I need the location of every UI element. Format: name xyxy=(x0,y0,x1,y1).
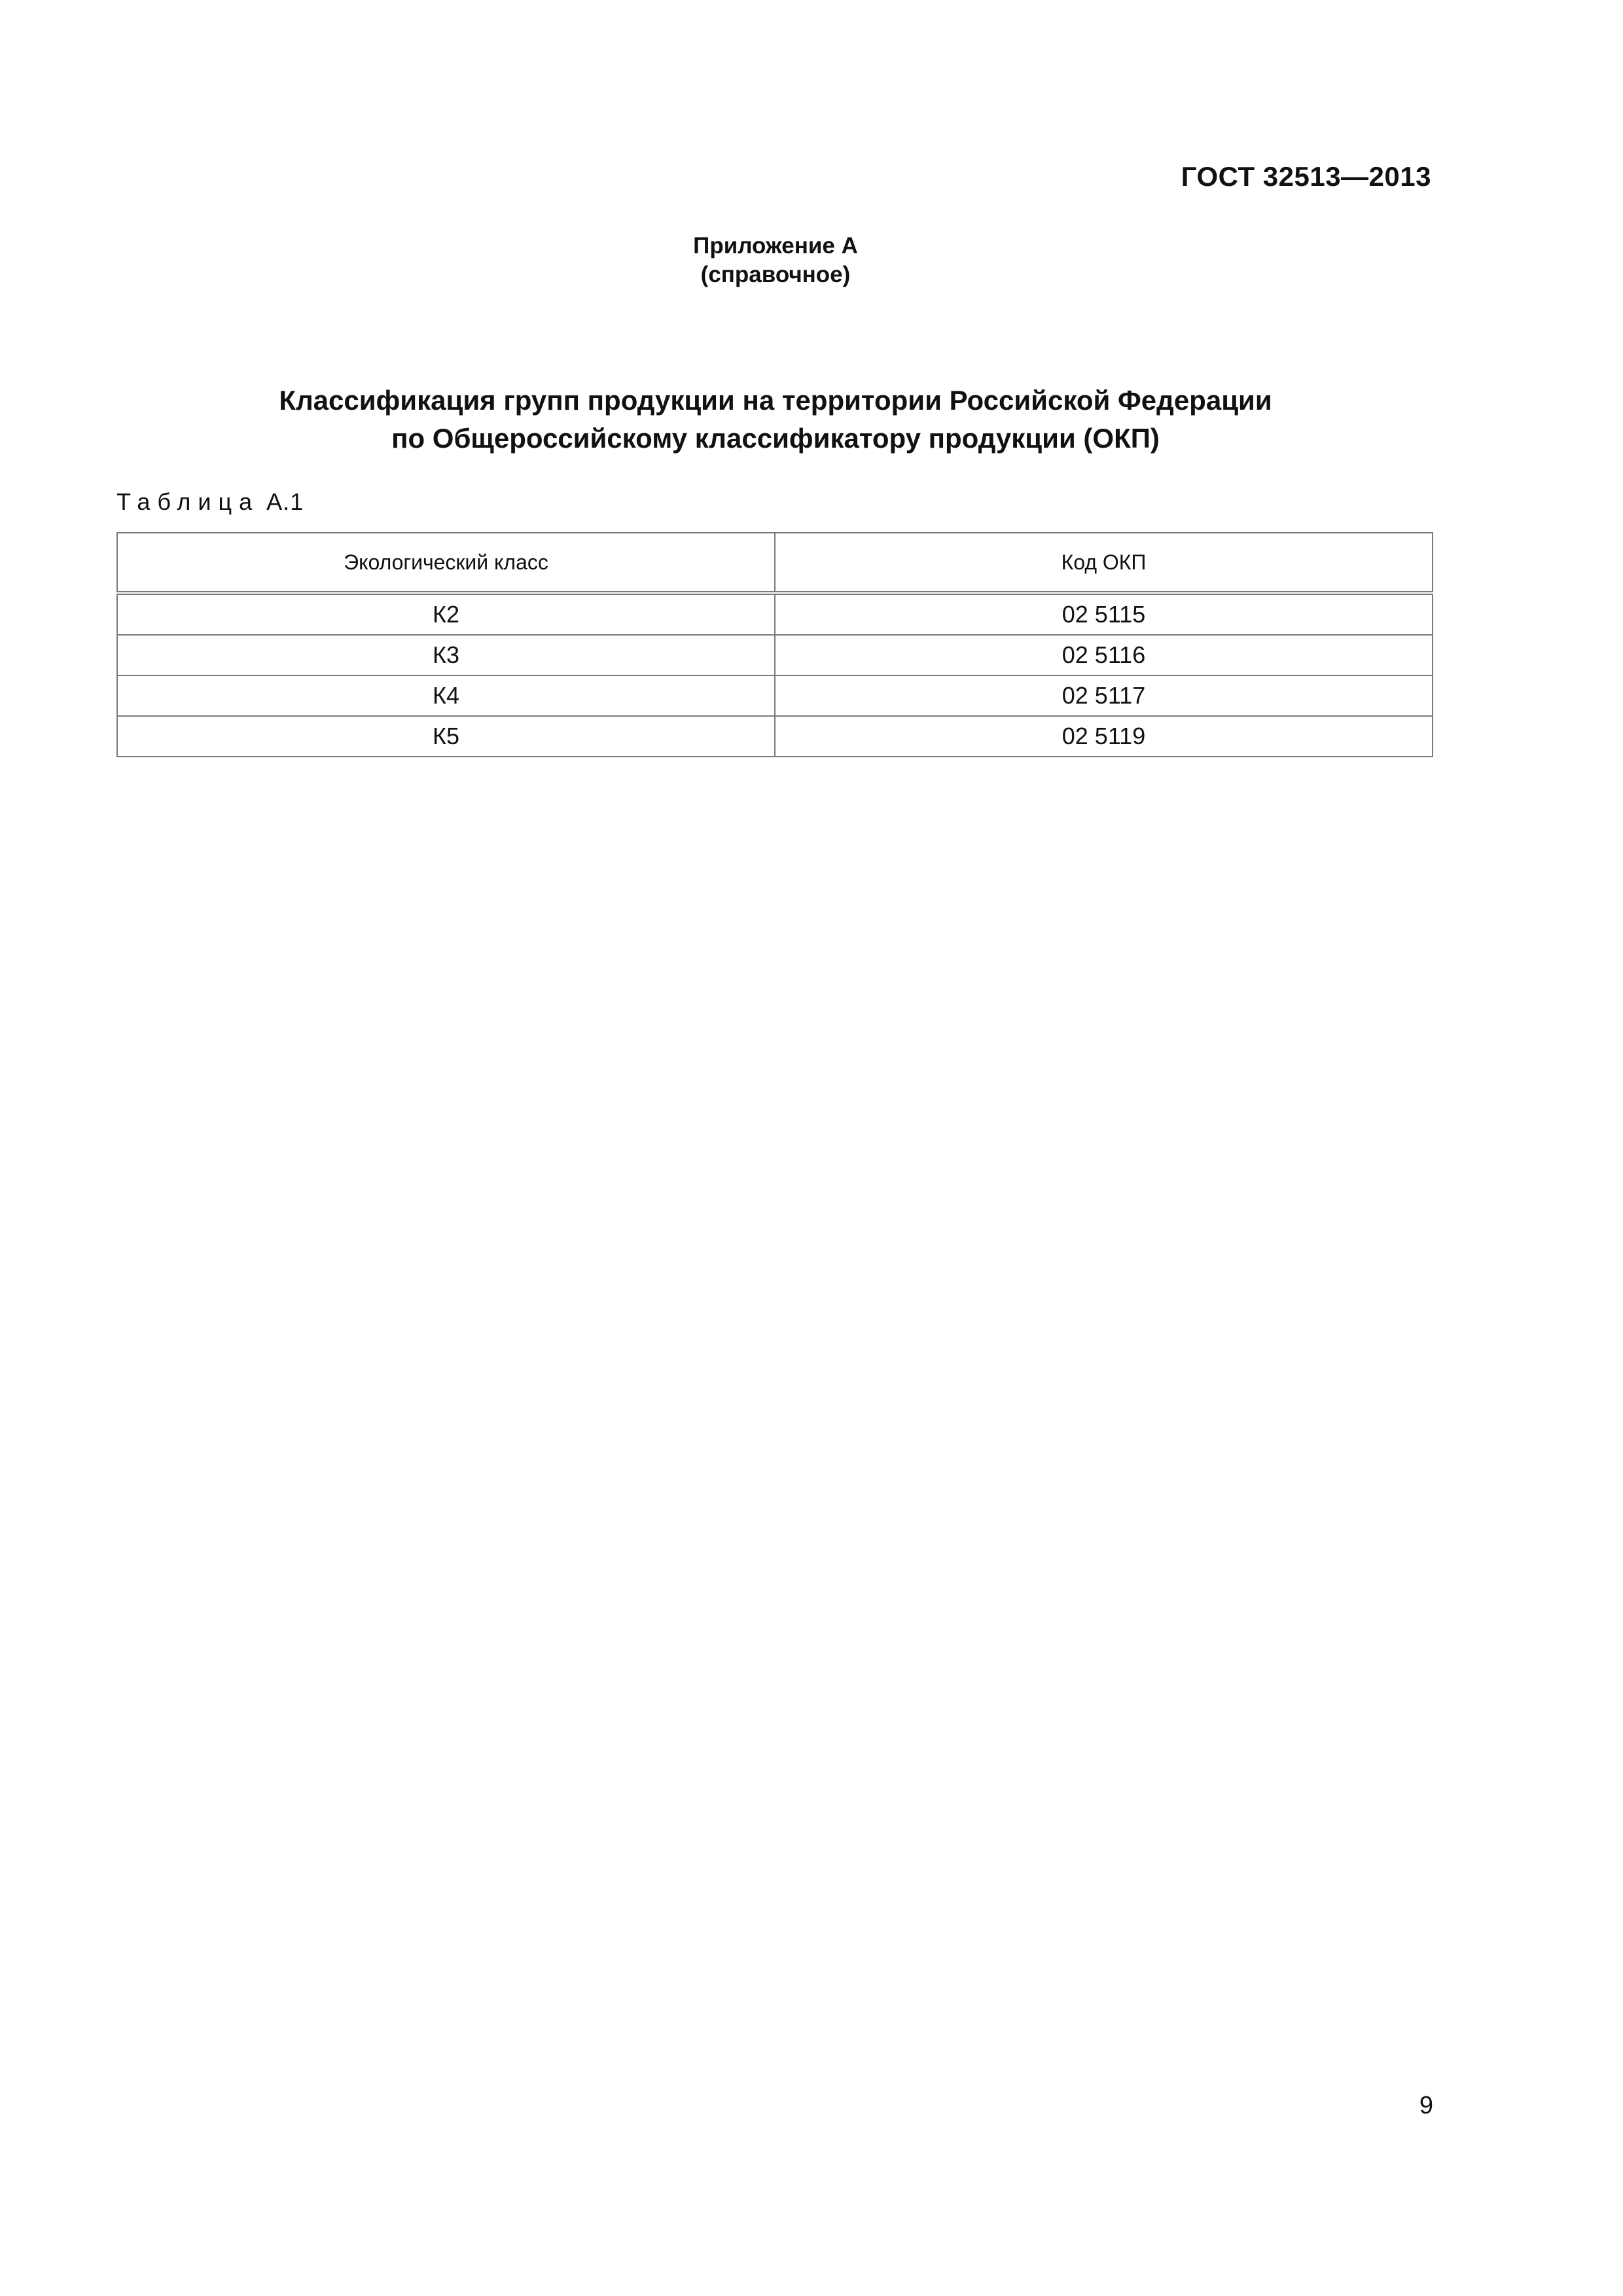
okp-code-cell: 02 5116 xyxy=(775,635,1433,675)
table-row xyxy=(117,593,1433,635)
standard-code: ГОСТ 32513—2013 xyxy=(1181,161,1431,192)
appendix-title: Приложение А xyxy=(693,233,858,259)
classification-table xyxy=(116,532,1433,757)
heading-line-1: Классификация групп продукции на территории Российской Федерации xyxy=(279,385,1272,416)
table-row xyxy=(117,716,1433,757)
eco-class-cell: К3 xyxy=(117,635,775,675)
table-caption xyxy=(116,488,304,516)
table-caption-word: Таблица xyxy=(116,488,260,515)
table-row xyxy=(117,635,1433,675)
okp-code-cell: 02 5119 xyxy=(775,716,1433,757)
heading-line-2: по Общероссийскому классификатору продукции (ОКП) xyxy=(391,423,1160,454)
eco-class-cell: К2 xyxy=(117,593,775,635)
eco-class-cell: К4 xyxy=(117,675,775,716)
table-caption-number: А.1 xyxy=(266,488,304,515)
appendix-kind: (справочное) xyxy=(700,262,851,287)
table-row xyxy=(117,675,1433,716)
okp-code-cell: 02 5115 xyxy=(775,593,1433,635)
eco-class-cell: К5 xyxy=(117,716,775,757)
page-number: 9 xyxy=(1419,2092,1433,2119)
column-header-eco-class: Экологический класс xyxy=(117,533,775,593)
okp-code-cell: 02 5117 xyxy=(775,675,1433,716)
column-header-okp-code: Код ОКП xyxy=(775,533,1433,593)
table-header-row xyxy=(117,533,1433,593)
